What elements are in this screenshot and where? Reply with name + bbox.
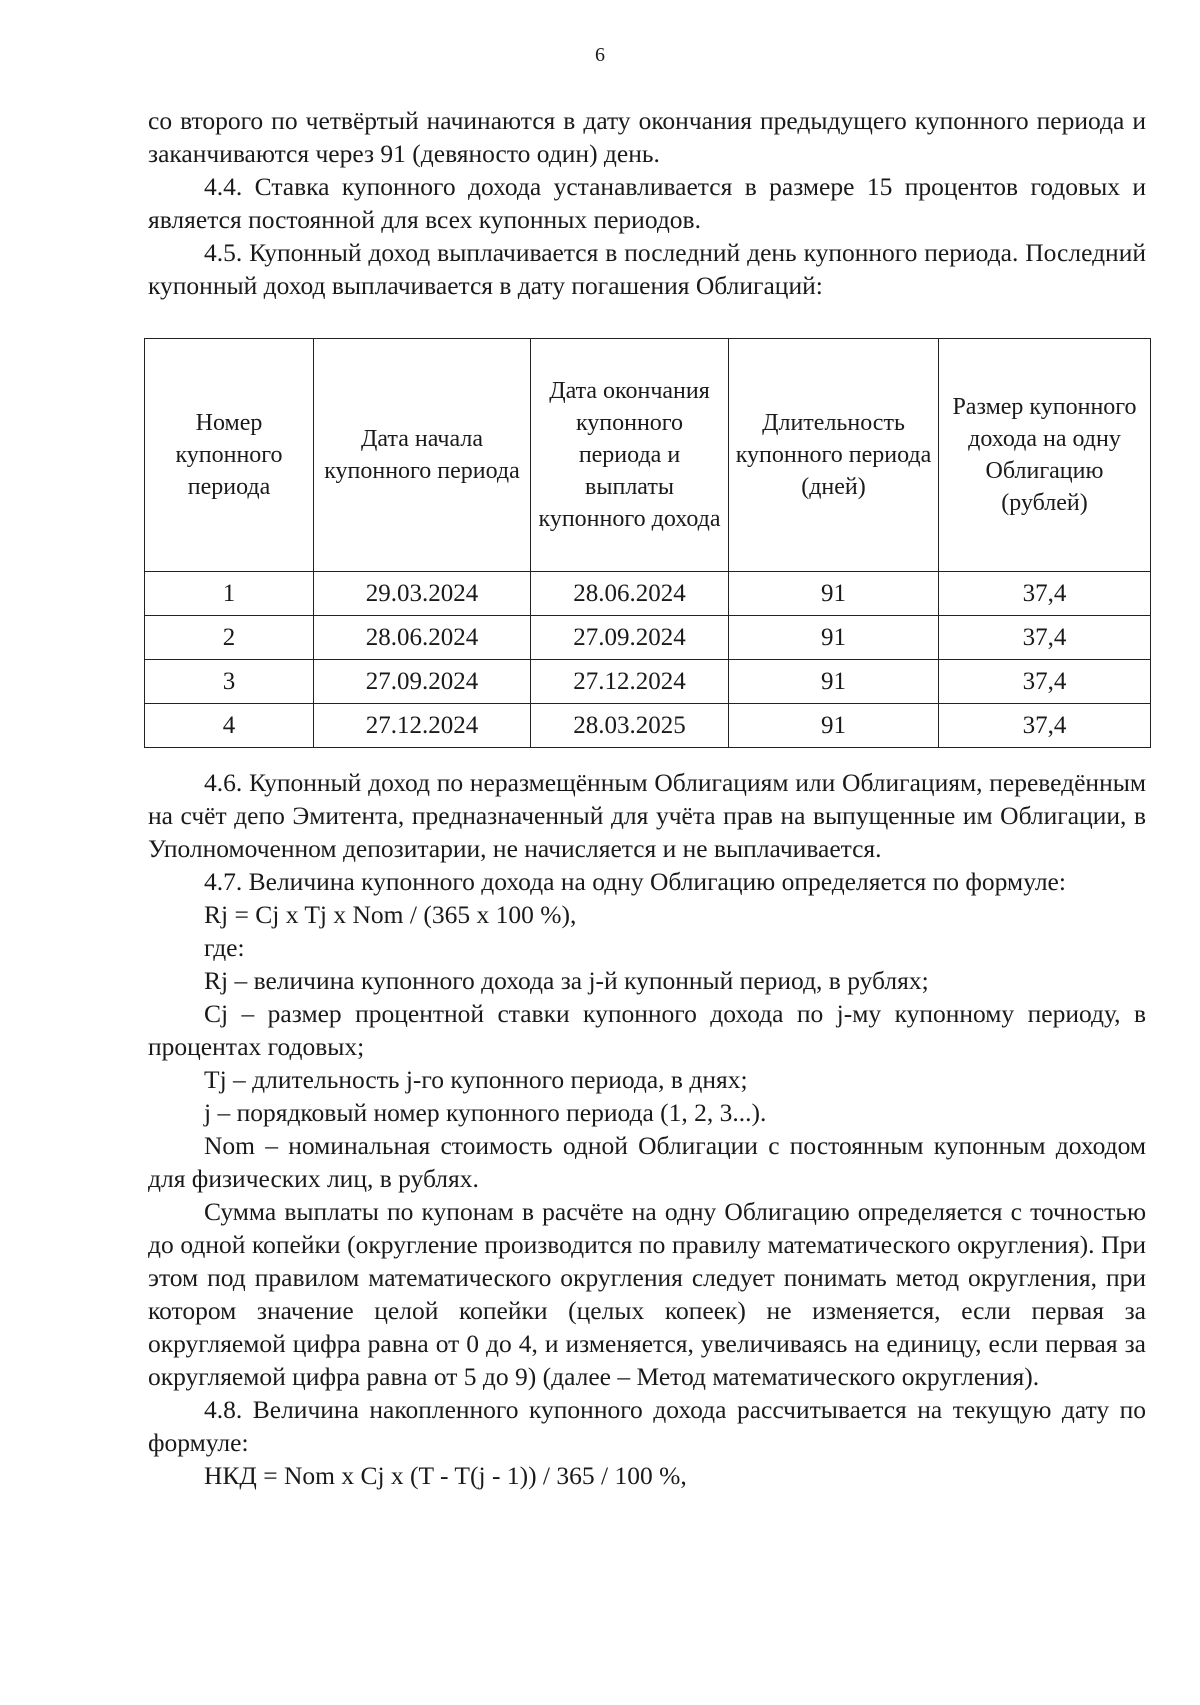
- coupon-formula: Rj = Cj x Tj x Nom / (365 x 100 %),: [204, 900, 577, 929]
- cell-amount: 37,4: [939, 616, 1151, 660]
- cell-amount: 37,4: [939, 704, 1151, 748]
- cell-start-date: 27.12.2024: [314, 704, 531, 748]
- cell-number: 4: [145, 704, 314, 748]
- definition-rj: Rj – величина купонного дохода за j-й купонный период, в рублях;: [204, 966, 929, 995]
- clause-4-8: 4.8. Величина накопленного купонного дохода рассчитывается на текущую дату по формуле:: [148, 1395, 1146, 1457]
- body-section: [148, 766, 1146, 1492]
- definition-nom: Nom – номинальная стоимость одной Облигации с постоянным купонным доходом для физических лиц, в рублях.: [148, 1131, 1146, 1193]
- accrued-income-formula: НКД = Nom x Cj x (T - T(j - 1)) / 365 / 100 %,: [204, 1461, 687, 1490]
- cell-number: 2: [145, 616, 314, 660]
- clause-4-7: 4.7. Величина купонного дохода на одну Облигацию определяется по формуле:: [204, 867, 1066, 896]
- rounding-paragraph: Сумма выплаты по купонам в расчёте на одну Облигацию определяется с точностью до одной копейки (округление производится по правилу математического округления). При этом под правилом математического округления следует понимать метод округления, при котором значение целой копейки (целых копеек) не изменяется, если первая за округляемой цифра равна от 0 до 4, и изменяется, увеличиваясь на единицу, если первая за округляемой цифра равна от 5 до 9) (далее – Метод математического округления).: [148, 1197, 1146, 1391]
- cell-duration: 91: [729, 704, 939, 748]
- clause-4-6: 4.6. Купонный доход по неразмещённым Облигациям или Облигациям, переведённым на счёт депо Эмитента, предназначенный для учёта прав на выпущенные им Облигации, в Уполномоченном депозитарии, не начисляется и не выплачивается.: [148, 768, 1146, 863]
- where-label: где:: [204, 933, 245, 962]
- cell-duration: 91: [729, 660, 939, 704]
- header-end-date: Дата окончания купонного периода и выплаты купонного дохода: [531, 339, 729, 572]
- table-header-row: [145, 339, 1151, 572]
- cell-amount: 37,4: [939, 660, 1151, 704]
- cell-number: 1: [145, 572, 314, 616]
- definition-j: j – порядковый номер купонного периода (1, 2, 3...).: [204, 1098, 767, 1127]
- cell-duration: 91: [729, 572, 939, 616]
- cell-duration: 91: [729, 616, 939, 660]
- cell-amount: 37,4: [939, 572, 1151, 616]
- clause-4-4: 4.4. Ставка купонного дохода устанавливается в размере 15 процентов годовых и является постоянной для всех купонных периодов.: [148, 172, 1146, 234]
- cell-end-date: 28.03.2025: [531, 704, 729, 748]
- cell-number: 3: [145, 660, 314, 704]
- table-row: [145, 660, 1151, 704]
- coupon-schedule-table: [144, 338, 1151, 748]
- definition-cj: Cj – размер процентной ставки купонного дохода по j-му купонному периоду, в процентах годовых;: [148, 999, 1146, 1061]
- header-coupon-amount: Размер купонного дохода на одну Облигацию (рублей): [939, 339, 1151, 572]
- cell-start-date: 29.03.2024: [314, 572, 531, 616]
- table-row: [145, 704, 1151, 748]
- cell-end-date: 27.12.2024: [531, 660, 729, 704]
- cell-start-date: 28.06.2024: [314, 616, 531, 660]
- table-row: [145, 572, 1151, 616]
- intro-paragraph-continuation: со второго по четвёртый начинаются в дату окончания предыдущего купонного периода и заканчиваются через 91 (девяносто один) день.: [148, 106, 1146, 168]
- header-coupon-number: Номер купонного периода: [145, 339, 314, 572]
- cell-end-date: 27.09.2024: [531, 616, 729, 660]
- header-start-date: Дата начала купонного периода: [314, 339, 531, 572]
- clause-4-5: 4.5. Купонный доход выплачивается в последний день купонного периода. Последний купонный доход выплачивается в дату погашения Облигаций:: [148, 238, 1146, 300]
- cell-start-date: 27.09.2024: [314, 660, 531, 704]
- header-duration: Длительность купонного периода (дней): [729, 339, 939, 572]
- definition-tj: Tj – длительность j-го купонного периода, в днях;: [204, 1065, 748, 1094]
- table-row: [145, 616, 1151, 660]
- page-number: 6: [595, 44, 605, 66]
- intro-section: [148, 104, 1146, 302]
- cell-end-date: 28.06.2024: [531, 572, 729, 616]
